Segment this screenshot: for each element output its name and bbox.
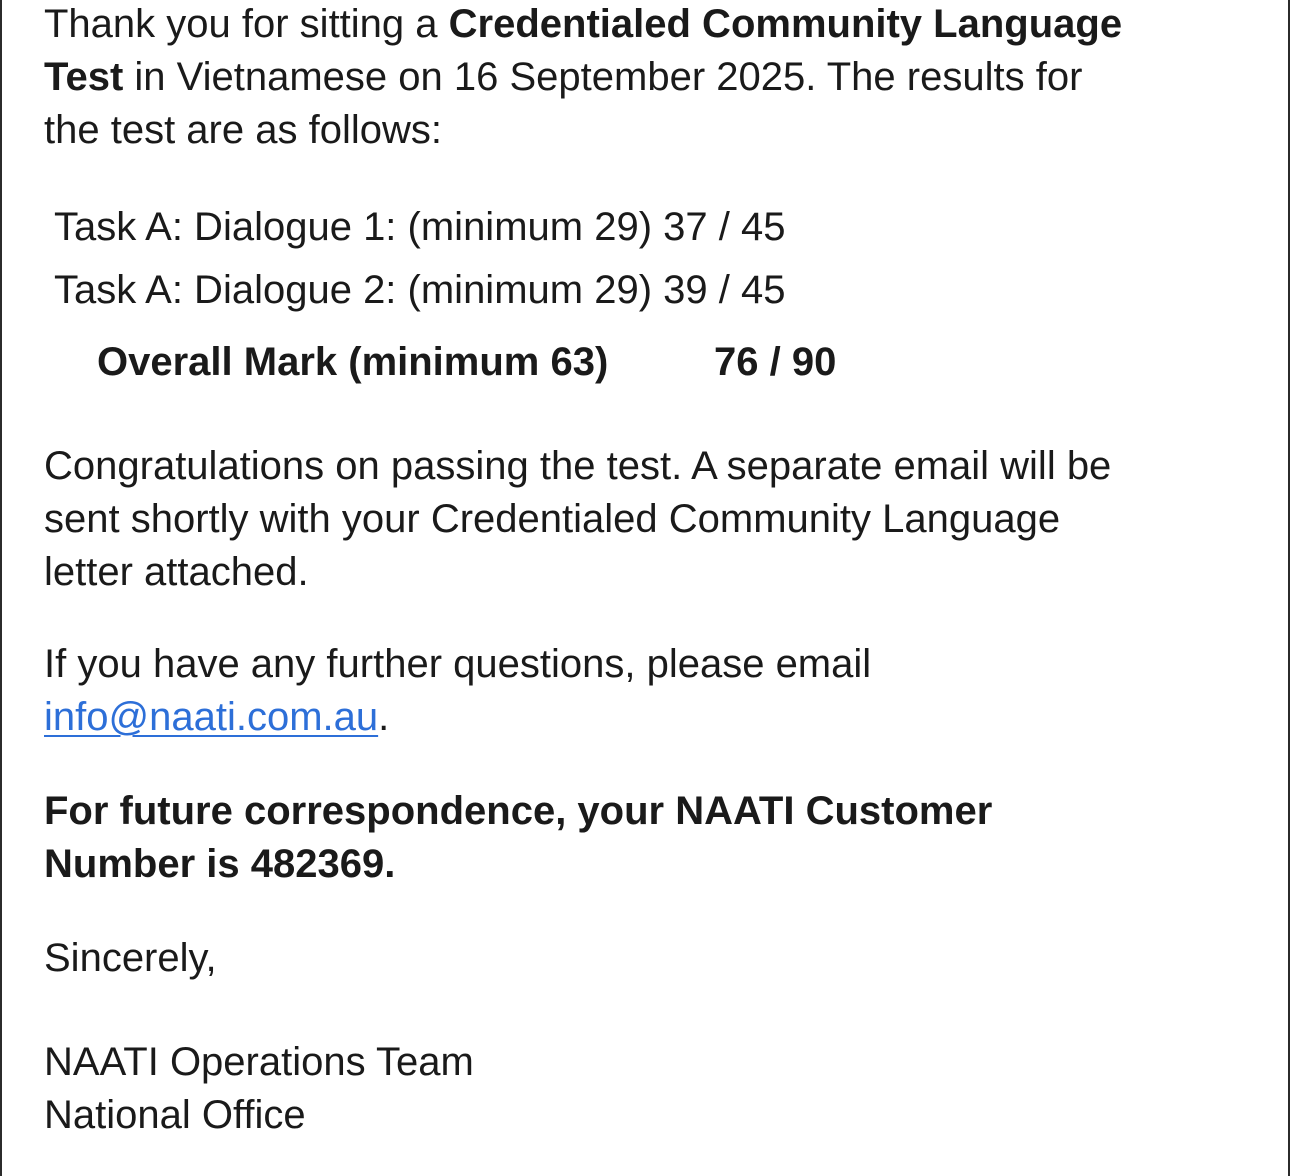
- closing: Sincerely,: [44, 936, 217, 980]
- email-link[interactable]: info@naati.com.au: [44, 695, 379, 739]
- result-label: Task A: Dialogue 2: (minimum 29): [54, 268, 653, 312]
- signature-team: NAATI Operations Team: [44, 1040, 474, 1084]
- intro-text-1: Thank you for sitting a: [44, 2, 449, 46]
- result-score: 39 / 45: [663, 268, 786, 312]
- questions-paragraph: [44, 638, 1144, 744]
- test-name: Credentialed Community Language Test: [44, 2, 1123, 99]
- result-row-dialogue-1: [54, 201, 785, 254]
- intro-paragraph: [44, 0, 1144, 157]
- result-row-dialogue-2: [54, 264, 785, 317]
- overall-label: Overall Mark (minimum 63): [97, 340, 609, 384]
- intro-text-2: in Vietnamese on 16 September 2025. The results for the test are as follows:: [44, 55, 1083, 152]
- result-row-overall: [97, 336, 837, 389]
- result-score: 37 / 45: [663, 205, 786, 249]
- customer-number-paragraph: For future correspondence, your NAATI Customer Number is 482369.: [44, 789, 993, 886]
- overall-score: 76 / 90: [714, 340, 837, 384]
- congratulations-paragraph: Congratulations on passing the test. A separate email will be sent shortly with your Credentialed Community Language letter attached.: [44, 444, 1112, 594]
- questions-text: If you have any further questions, please email: [44, 642, 872, 686]
- signature-office: National Office: [44, 1093, 306, 1137]
- result-label: Task A: Dialogue 1: (minimum 29): [54, 205, 653, 249]
- questions-end: .: [378, 695, 390, 739]
